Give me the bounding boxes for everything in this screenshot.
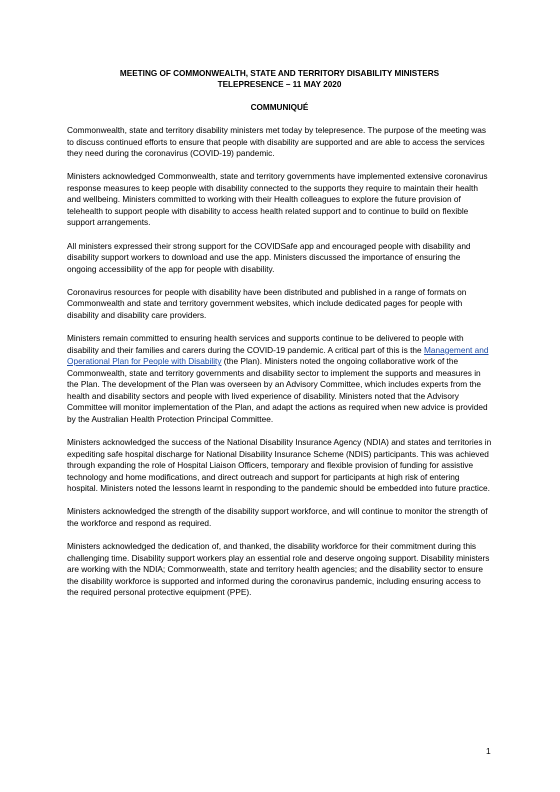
paragraph: Commonwealth, state and territory disability ministers met today by telepresence. The purpose of the meeting was to discuss continued efforts to ensure that people with disability are supported and are able to access the services they need during the coronavirus (COVID-19) pandemic. — [67, 125, 487, 159]
paragraph: Ministers acknowledged the dedication of, and thanked, the disability workforce for their commitment during this challenging time. Disability support workers play an essential role and deserve ongoing support. Disability ministers are working with the NDIA; Commonwealth, state and territory health agencies; and the disability sector to ensure the disability workforce is supported and informed during the coronavirus pandemic, including ensuring access to the required personal protective equipment (PPE). — [67, 541, 490, 598]
paragraph: Ministers acknowledged Commonwealth, state and territory governments have implemented extensive coronavirus response measures to keep people with disability connected to the supports they require to maintain their health and wellbeing. Ministers committed to working with their Health colleagues to explore the future provision of telehealth to support people with disability to access health related support and to continue to build on flexible support arrangements. — [67, 171, 488, 228]
plan-link[interactable]: Management and Operational Plan for People with Disability — [67, 344, 489, 367]
plan-paragraph-text-after: (the Plan). Ministers noted the ongoing collaborative work of the Commonwealth, state and territory governments and disability sector to implement the supports and measures in the Plan. The development of the Plan was overseen by an Advisory Committee, which includes experts from the health and disability sectors and people with lived experience of disability. Ministers noted that the Advisory Committee will monitor implementation of the Plan, and adapt the actions as required when new advice is provided by the Australian Health Protection Principal Committee. — [67, 356, 488, 424]
document-title-line-1: MEETING OF COMMONWEALTH, STATE AND TERRITORY DISABILITY MINISTERS — [119, 69, 440, 78]
page-number: 1 — [486, 746, 491, 756]
plan-paragraph — [67, 333, 492, 425]
document-page — [67, 68, 492, 610]
paragraph: Coronavirus resources for people with disability have been distributed and published in a range of formats on Commonwealth and state and territory government websites, which include dedicated pages for people with disability and disability care providers. — [67, 286, 467, 320]
plan-paragraph-text-before: Ministers remain committed to ensuring health services and supports continue to be delivered to people with disability and their families and carers during the COVID-19 pandemic. A critical part of this is the — [67, 333, 464, 355]
paragraph: Ministers acknowledged the success of the National Disability Insurance Agency (NDIA) and states and territories in expediting safe hospital discharge for National Disability Insurance Scheme (NDIS) participants. This was achieved through expanding the role of Hospital Liaison Officers, temporary and flexible provision of funding for assistive technology and home modifications, and direct outreach and support for participants at high risk of entering hospital. Ministers noted the lessons learnt in responding to the pandemic should be embedded into future practice. — [67, 437, 492, 494]
section-heading: COMMUNIQUÉ — [250, 103, 309, 112]
paragraph: All ministers expressed their strong support for the COVIDSafe app and encouraged people with disability and disability support workers to download and use the app. Ministers discussed the importance of ensuring the ongoing accessibility of the app for people with disability. — [67, 240, 471, 274]
paragraph: Ministers acknowledged the strength of the disability support workforce, and will continue to monitor the strength of the workforce and respond as required. — [67, 506, 488, 528]
document-title-line-2: TELEPRESENCE – 11 MAY 2020 — [217, 80, 342, 89]
